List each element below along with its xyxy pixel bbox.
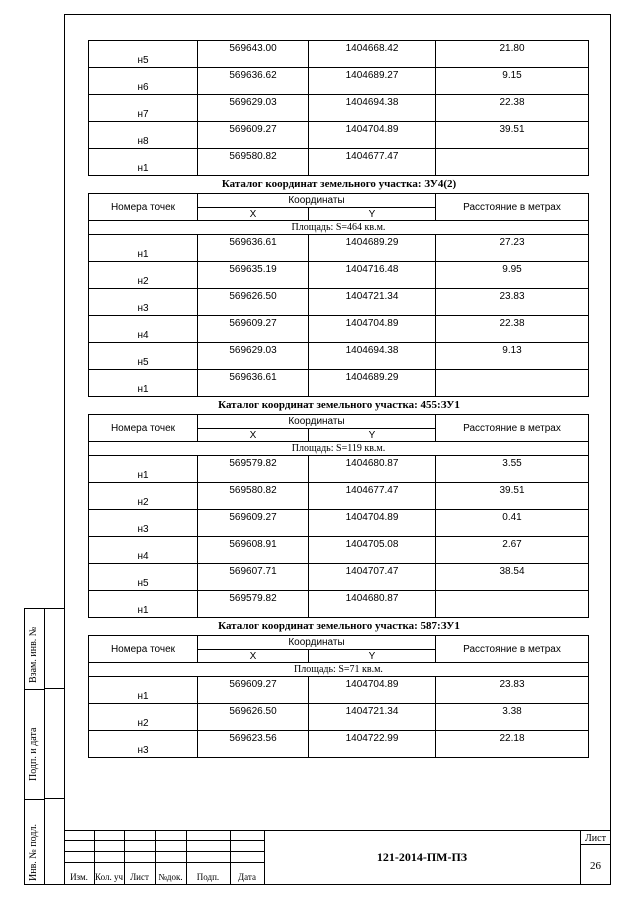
- coord-y: 1404677.47: [309, 149, 436, 176]
- title-block: [64, 830, 611, 885]
- coordinate-table: [88, 635, 589, 758]
- coord-x: 569636.62: [198, 68, 309, 95]
- coord-y: 1404668.42: [309, 41, 436, 68]
- point-id: н3: [89, 289, 198, 316]
- table-row: [89, 510, 589, 537]
- distance: 38.54: [436, 564, 589, 591]
- header-distance: Расстояние в метрах: [436, 636, 589, 663]
- distance: 22.18: [436, 731, 589, 758]
- header-coords: Координаты: [198, 194, 436, 208]
- point-id: н3: [89, 731, 198, 758]
- header-points: Номера точек: [89, 194, 198, 221]
- catalog-title: Каталог координат земельного участка: 587:ЗУ1: [218, 620, 460, 632]
- sheet-number: 26: [590, 860, 601, 872]
- table-row: [89, 704, 589, 731]
- stamp-kol: Кол. уч: [95, 872, 123, 882]
- header-x: X: [198, 429, 309, 442]
- table-row: [89, 68, 589, 95]
- coordinate-table: [88, 40, 589, 176]
- coord-y: 1404677.47: [309, 483, 436, 510]
- stamp-data: Дата: [238, 872, 256, 882]
- coord-y: 1404694.38: [309, 343, 436, 370]
- coord-x: 569608.91: [198, 537, 309, 564]
- distance: 9.13: [436, 343, 589, 370]
- table-row: [89, 731, 589, 758]
- distance: 22.38: [436, 316, 589, 343]
- table-row: [89, 537, 589, 564]
- coord-x: 569629.03: [198, 343, 309, 370]
- coord-x: 569636.61: [198, 235, 309, 262]
- table-row: [89, 591, 589, 618]
- stamp-izm: Изм.: [70, 872, 88, 882]
- catalog-title: Каталог координат земельного участка: ЗУ4(2): [221, 178, 457, 190]
- coord-x: 569626.50: [198, 704, 309, 731]
- coord-x: 569623.56: [198, 731, 309, 758]
- distance: 39.51: [436, 122, 589, 149]
- header-distance: Расстояние в метрах: [436, 194, 589, 221]
- coordinate-table: [88, 193, 589, 397]
- header-x: X: [198, 208, 309, 221]
- point-id: н1: [89, 149, 198, 176]
- stamp-list: Лист: [130, 872, 149, 882]
- distance: 39.51: [436, 483, 589, 510]
- header-y: Y: [309, 208, 436, 221]
- point-id: н7: [89, 95, 198, 122]
- coord-x: 569580.82: [198, 149, 309, 176]
- coord-x: 569643.00: [198, 41, 309, 68]
- coord-y: 1404680.87: [309, 591, 436, 618]
- header-points: Номера точек: [89, 636, 198, 663]
- point-id: н1: [89, 677, 198, 704]
- coord-x: 569609.27: [198, 316, 309, 343]
- distance: 3.55: [436, 456, 589, 483]
- point-id: н2: [89, 262, 198, 289]
- point-id: н8: [89, 122, 198, 149]
- coord-y: 1404721.34: [309, 704, 436, 731]
- table-row: [89, 95, 589, 122]
- coord-x: 569626.50: [198, 289, 309, 316]
- table-row: [89, 677, 589, 704]
- point-id: н3: [89, 510, 198, 537]
- distance: 21.80: [436, 41, 589, 68]
- point-id: н4: [89, 537, 198, 564]
- point-id: н6: [89, 68, 198, 95]
- coord-y: 1404704.89: [309, 510, 436, 537]
- distance: 23.83: [436, 289, 589, 316]
- coord-x: 569636.61: [198, 370, 309, 397]
- coord-y: 1404721.34: [309, 289, 436, 316]
- header-y: Y: [309, 429, 436, 442]
- table-row: [89, 564, 589, 591]
- coord-y: 1404689.29: [309, 370, 436, 397]
- coord-y: 1404704.89: [309, 316, 436, 343]
- distance: 22.38: [436, 95, 589, 122]
- coord-x: 569609.27: [198, 122, 309, 149]
- distance: [436, 149, 589, 176]
- distance: 27.23: [436, 235, 589, 262]
- header-points: Номера точек: [89, 415, 198, 442]
- point-id: н4: [89, 316, 198, 343]
- distance: [436, 370, 589, 397]
- distance: [436, 591, 589, 618]
- stamp-podp: Подп.: [196, 872, 220, 882]
- table-row: [89, 122, 589, 149]
- side-label-podp: Подп. и дата: [28, 727, 39, 781]
- point-id: н1: [89, 235, 198, 262]
- table-row: [89, 483, 589, 510]
- point-id: н1: [89, 591, 198, 618]
- coord-y: 1404705.08: [309, 537, 436, 564]
- side-label-column: [24, 608, 44, 885]
- distance: 23.83: [436, 677, 589, 704]
- coord-x: 569609.27: [198, 510, 309, 537]
- distance: 2.67: [436, 537, 589, 564]
- point-id: н1: [89, 370, 198, 397]
- area-row: Площадь: S=119 кв.м.: [89, 442, 589, 456]
- coord-x: 569609.27: [198, 677, 309, 704]
- coord-y: 1404704.89: [309, 122, 436, 149]
- table-row: [89, 262, 589, 289]
- table-row: [89, 456, 589, 483]
- area-row: Площадь: S=464 кв.м.: [89, 221, 589, 235]
- coord-x: 569635.19: [198, 262, 309, 289]
- table-row: [89, 235, 589, 262]
- coord-x: 569579.82: [198, 456, 309, 483]
- side-cell-inv: [45, 799, 65, 885]
- table-row: [89, 149, 589, 176]
- header-distance: Расстояние в метрах: [436, 415, 589, 442]
- side-column: [44, 608, 64, 885]
- side-cell-podp: [45, 689, 65, 799]
- table-row: [89, 370, 589, 397]
- header-y: Y: [309, 650, 436, 663]
- table-row: [89, 316, 589, 343]
- coord-y: 1404689.27: [309, 68, 436, 95]
- sheet-label: Лист: [585, 833, 606, 844]
- header-x: X: [198, 650, 309, 663]
- coord-y: 1404707.47: [309, 564, 436, 591]
- document-code: 121-2014-ПМ-ПЗ: [376, 850, 468, 864]
- distance: 0.41: [436, 510, 589, 537]
- coord-y: 1404704.89: [309, 677, 436, 704]
- coord-y: 1404680.87: [309, 456, 436, 483]
- coordinate-table: [88, 414, 589, 618]
- distance: 9.15: [436, 68, 589, 95]
- table-row: [89, 289, 589, 316]
- table-row: [89, 343, 589, 370]
- side-label-vzam: Взам. инв. №: [28, 626, 39, 683]
- distance: 9.95: [436, 262, 589, 289]
- stamp-ndok: №док.: [158, 872, 183, 882]
- table-row: [89, 41, 589, 68]
- point-id: н1: [89, 456, 198, 483]
- distance: 3.38: [436, 704, 589, 731]
- coord-x: 569607.71: [198, 564, 309, 591]
- header-coords: Координаты: [198, 636, 436, 650]
- point-id: н2: [89, 483, 198, 510]
- point-id: н5: [89, 41, 198, 68]
- header-coords: Координаты: [198, 415, 436, 429]
- side-cell-vzam: [45, 609, 65, 689]
- point-id: н2: [89, 704, 198, 731]
- coord-x: 569629.03: [198, 95, 309, 122]
- coord-y: 1404694.38: [309, 95, 436, 122]
- coord-y: 1404716.48: [309, 262, 436, 289]
- coord-y: 1404722.99: [309, 731, 436, 758]
- catalog-title: Каталог координат земельного участка: 455:ЗУ1: [218, 399, 460, 411]
- coordinate-catalog: [88, 40, 590, 758]
- point-id: н5: [89, 564, 198, 591]
- coord-y: 1404689.29: [309, 235, 436, 262]
- coord-x: 569579.82: [198, 591, 309, 618]
- area-row: Площадь: S=71 кв.м.: [89, 663, 589, 677]
- side-label-inv: Инв. № подл.: [28, 824, 39, 881]
- point-id: н5: [89, 343, 198, 370]
- coord-x: 569580.82: [198, 483, 309, 510]
